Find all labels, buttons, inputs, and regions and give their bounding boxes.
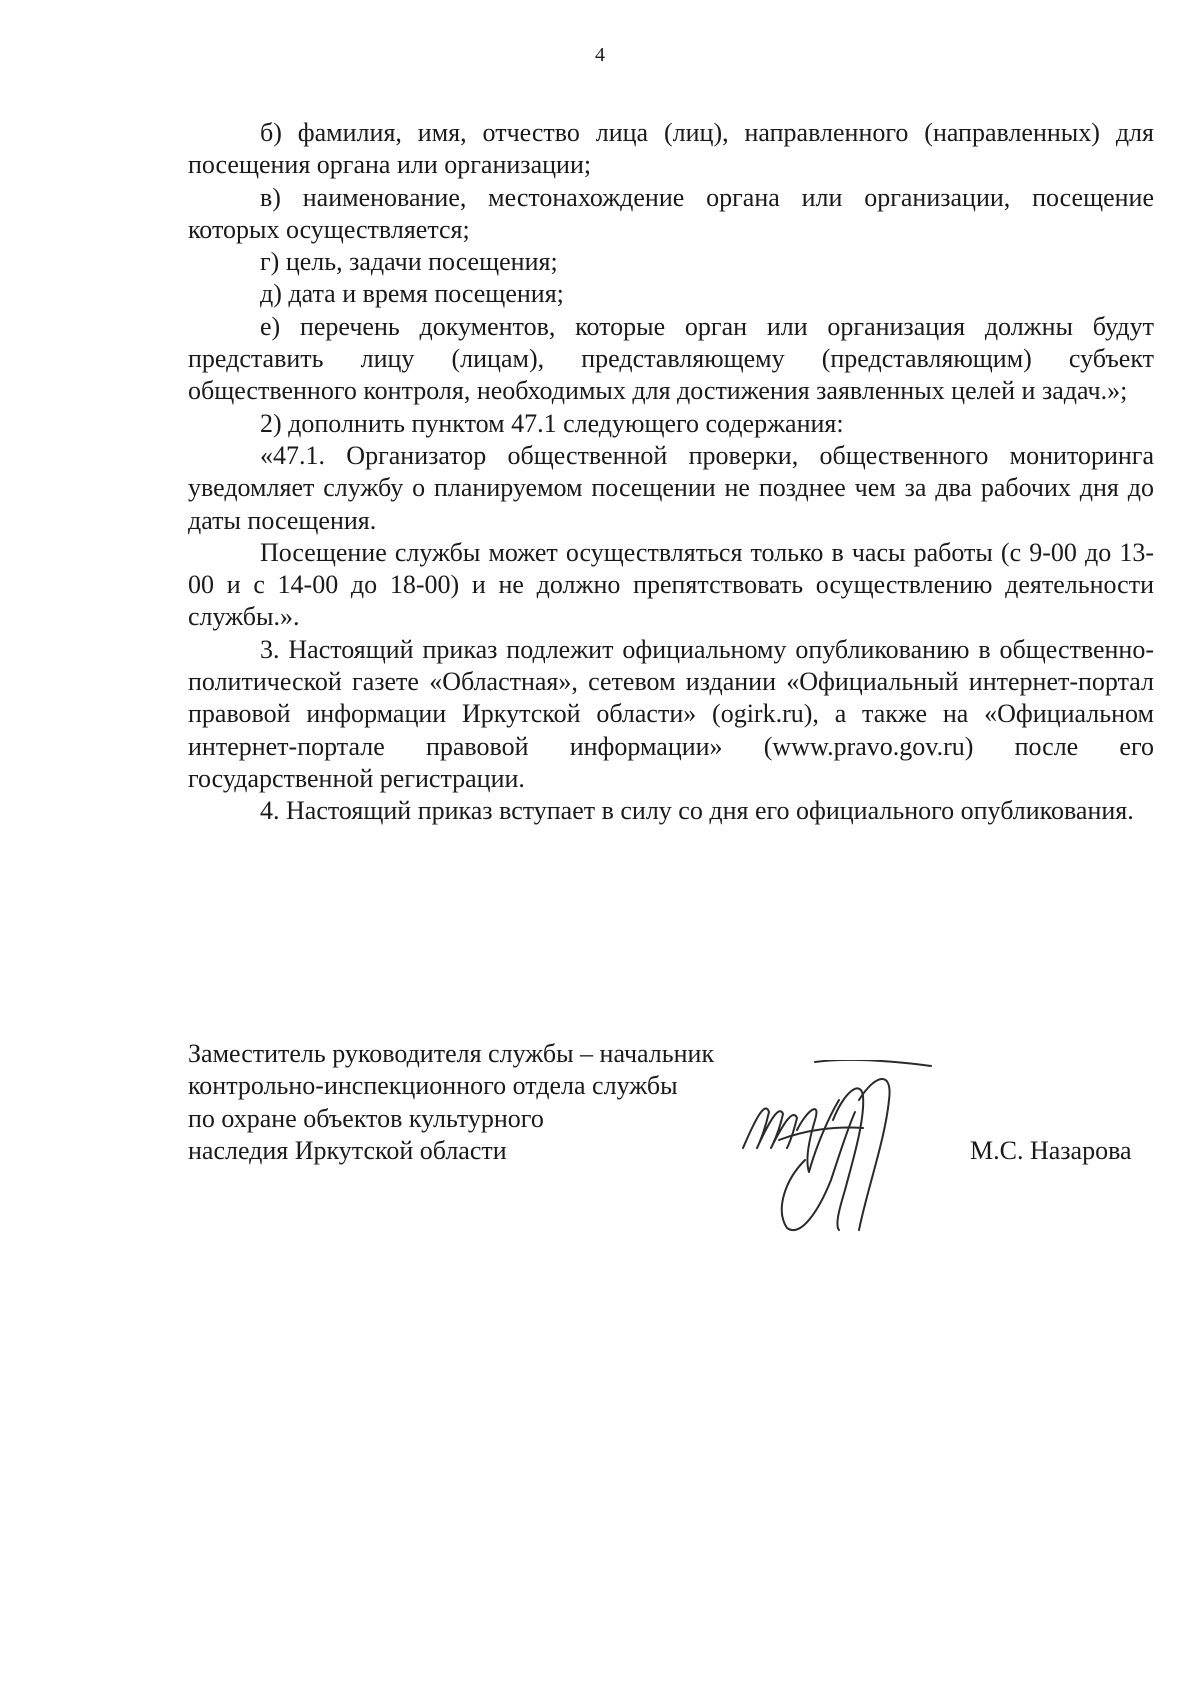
paragraph-item-b: б) фамилия, имя, отчество лица (лиц), направленного (направленных) для посещения органа или организации; bbox=[188, 118, 1154, 180]
signatory-title-line: наследия Иркутской области bbox=[188, 1135, 507, 1165]
signatory-title bbox=[188, 1038, 714, 1167]
paragraph-item-d: д) дата и время посещения; bbox=[260, 279, 564, 309]
paragraph-point-4: 4. Настоящий приказ вступает в силу со дня его официального опубликования. bbox=[260, 796, 1134, 826]
paragraph-item-v: в) наименование, местонахождение органа или организации, посещение которых осуществляется; bbox=[188, 182, 1154, 244]
signatory-title-line: Заместитель руководителя службы – начальник bbox=[188, 1039, 715, 1068]
paragraph-point-47-1: «47.1. Организатор общественной проверки, общественного мониторинга уведомляет службу о планируемом посещении не позднее чем за два рабочих дня до даты посещения. bbox=[188, 440, 1154, 535]
signatory-name: М.С. Назарова bbox=[970, 1136, 1132, 1165]
paragraph-visit-hours: Посещение службы может осуществляться только в часы работы (с 9-00 до 13-00 и с 14-00 до 18-00) и не должно препятствовать осуществлению деятельности службы.». bbox=[188, 537, 1154, 632]
document-body bbox=[188, 117, 1154, 828]
paragraph-item-e: е) перечень документов, которые орган или организация должны будут представить лицу (лицам), представляющему (представляющим) субъект общественного контроля, необходимых для достижения заявленных целей и задач.»; bbox=[188, 311, 1154, 406]
signatory-title-line: контрольно-инспекционного отдела службы bbox=[188, 1071, 678, 1101]
paragraph-point-3: 3. Настоящий приказ подлежит официальному опубликованию в общественно-политической газете «Областная», сетевом издании «Официальный интернет-портал правовой информации Иркутской области» (ogirk.ru), а также на «Официальном интернет-портале правовой информации» (www.pravo.gov.ru) после его государственной регистрации. bbox=[188, 634, 1154, 793]
handwritten-signature bbox=[735, 1060, 935, 1250]
signatory-title-line: по охране объектов культурного bbox=[188, 1103, 544, 1133]
page-number: 4 bbox=[595, 44, 605, 66]
paragraph-point-2: 2) дополнить пунктом 47.1 следующего содержания: bbox=[260, 408, 844, 438]
paragraph-item-g: г) цель, задачи посещения; bbox=[260, 247, 558, 277]
